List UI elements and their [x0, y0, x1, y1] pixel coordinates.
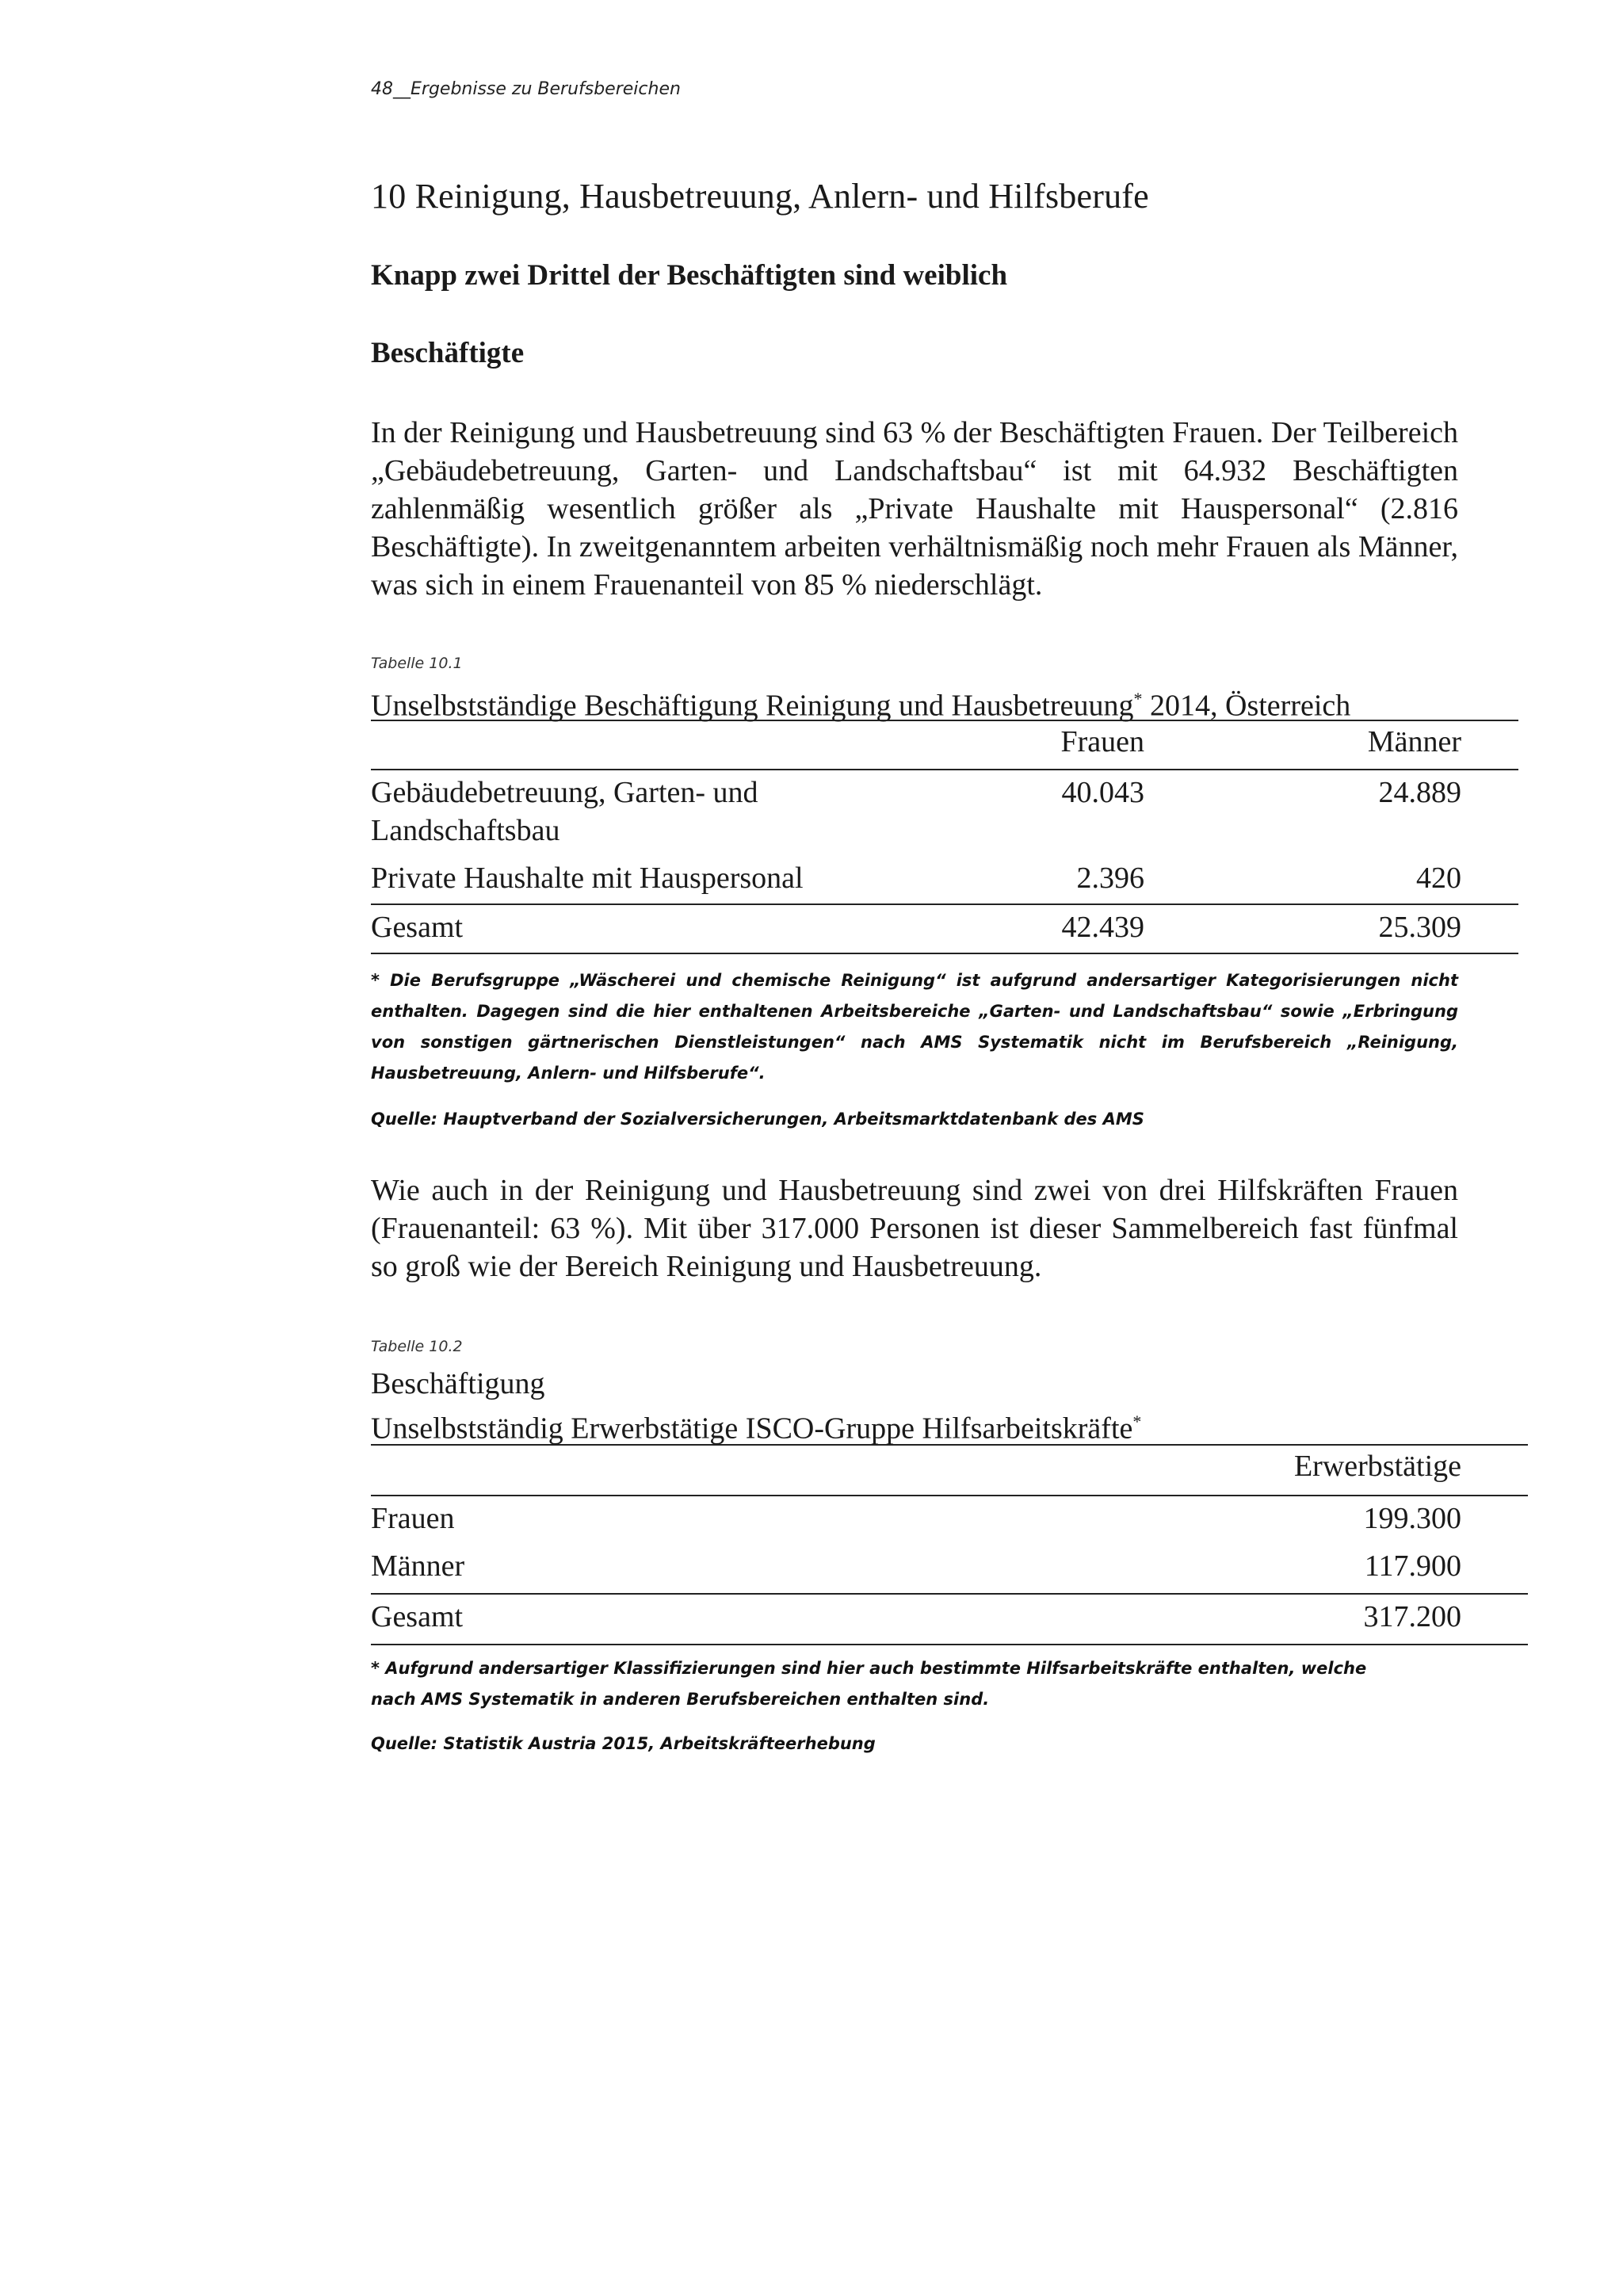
- table-2-caption: Tabelle 10.2: [371, 1338, 463, 1355]
- table-2-row-label: Männer: [371, 1549, 465, 1583]
- table-2-total-rule: [371, 1593, 1528, 1595]
- table-1-cell-maenner: 420: [1416, 861, 1461, 895]
- table-1-total-rule: [371, 904, 1518, 905]
- table-1-title: Unselbstständige Beschäftigung Reinigung und Hausbetreuung* 2014, Österreich: [371, 689, 1351, 723]
- table-1-bottom-rule: [371, 953, 1518, 954]
- table-1-total-label: Gesamt: [371, 911, 464, 944]
- table-1-row-label: Gebäudebetreuung, Garten- und Landschaftsbau: [371, 776, 758, 847]
- table-1-header-maenner: Männer: [1367, 725, 1461, 758]
- table-2-row-label: Frauen: [371, 1502, 455, 1535]
- table-1-cell-frauen: 2.396: [1076, 861, 1144, 895]
- table-1-caption: Tabelle 10.1: [371, 655, 463, 672]
- table-2-title: Beschäftigung Unselbstständig Erwerbstätige ISCO-Gruppe Hilfsarbeitskräfte*: [371, 1367, 1142, 1446]
- table-2-total-value: 317.200: [1363, 1600, 1461, 1633]
- table-2-total-label: Gesamt: [371, 1600, 464, 1633]
- table-1-total-maenner: 25.309: [1378, 911, 1461, 944]
- body-paragraph-2: Wie auch in der Reinigung und Hausbetreuung sind zwei von drei Hilfskräften Frauen (Frauenanteil: 63 %). Mit über 317.000 Personen ist dieser Sammelbereich fast fünfmal so groß wie der Bereich Reinigung und Hausbetreuung.: [371, 1174, 1458, 1283]
- table-1-header-rule: [371, 769, 1518, 770]
- table-2-cell-value: 199.300: [1363, 1502, 1461, 1535]
- table-2-bottom-rule: [371, 1644, 1528, 1645]
- body-paragraph-1: In der Reinigung und Hausbetreuung sind 63 % der Beschäftigten Frauen. Der Teilbereich „Gebäudebetreuung, Garten- und Landschaftsbau“ ist mit 64.932 Beschäftigten zahlenmäßig wesentlich größer als „Private Haushalte mit Hauspersonal“ (2.816 Beschäftigte). In zweitgenanntem arbeiten verhältnismäßig noch mehr Frauen als Männer, was sich in einem Frauenanteil von 85 % niederschlägt.: [371, 416, 1458, 602]
- table-1-row-label: Private Haushalte mit Hauspersonal: [371, 861, 804, 895]
- table-2-cell-value: 117.900: [1364, 1549, 1461, 1583]
- table-2-footnote: * Aufgrund andersartiger Klassifizierungen sind hier auch bestimmte Hilfsarbeitskräfte enthalten, welche nach AMS Systematik in anderen Berufsbereichen enthalten sind.: [371, 1659, 1367, 1709]
- table-1-source: Quelle: Hauptverband der Sozialversicherungen, Arbeitsmarktdatenbank des AMS: [371, 1110, 1144, 1129]
- running-header: 48__Ergebnisse zu Berufsbereichen: [371, 79, 681, 99]
- table-1-header-frauen: Frauen: [1060, 725, 1144, 758]
- table-1-footnote-marker: *: [1133, 689, 1143, 709]
- table-1-cell-maenner: 24.889: [1378, 776, 1461, 809]
- table-2-header-erwerbstaetige: Erwerbstätige: [1293, 1450, 1461, 1483]
- subsection-heading: Beschäftigte: [371, 337, 525, 369]
- table-1-cell-frauen: 40.043: [1061, 776, 1144, 809]
- table-2-footnote-marker: *: [1132, 1412, 1142, 1431]
- table-2-top-rule: [371, 1444, 1528, 1446]
- table-1-top-rule: [371, 720, 1518, 721]
- table-1-footnote: * Die Berufsgruppe „Wäscherei und chemische Reinigung“ ist aufgrund andersartiger Kategorisierungen nicht enthalten. Dagegen sind die hier enthaltenen Arbeitsbereiche „Garten- und Landschaftsbau“ sowie „Erbringung von sonstigen gärtnerischen Dienstleistungen“ nach AMS Systematik nicht im Berufsbereich „Reinigung, Hausbetreuung, Anlern- und Hilfsberufe“.: [371, 971, 1458, 1083]
- table-1-total-frauen: 42.439: [1061, 911, 1144, 944]
- table-2-source: Quelle: Statistik Austria 2015, Arbeitskräfteerhebung: [371, 1734, 876, 1753]
- chapter-title: 10 Reinigung, Hausbetreuung, Anlern- und Hilfsberufe: [371, 177, 1149, 216]
- table-2-header-rule: [371, 1495, 1528, 1496]
- section-subheading: Knapp zwei Drittel der Beschäftigten sind weiblich: [371, 259, 1008, 292]
